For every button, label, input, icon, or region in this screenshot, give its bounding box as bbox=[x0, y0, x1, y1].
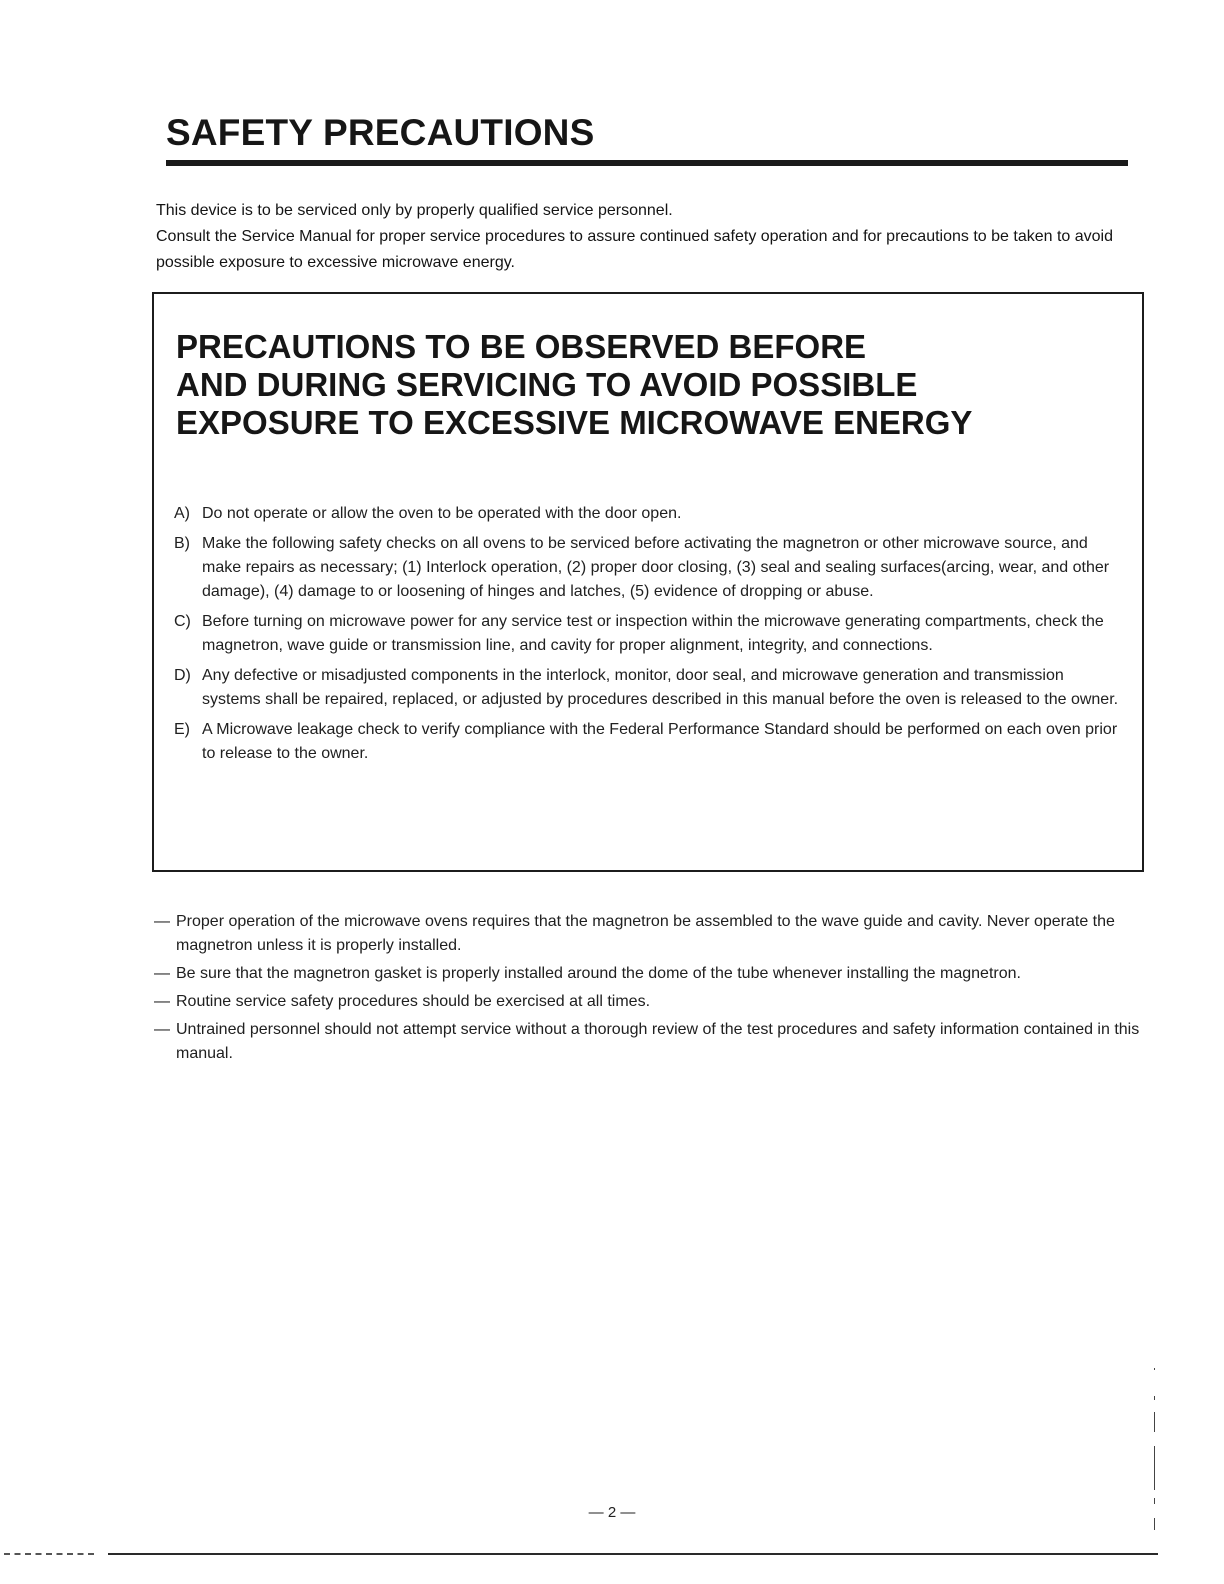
page-number: — 2 — bbox=[588, 1504, 636, 1521]
footer-divider-left bbox=[4, 1553, 94, 1555]
precaution-marker: A) bbox=[174, 505, 190, 522]
safety-notes-list bbox=[154, 910, 1144, 1070]
page-title: SAFETY PRECAUTIONS bbox=[166, 112, 595, 153]
note-text: Untrained personnel should not attempt service without a thorough review of the test procedures and safety information contained in this manual. bbox=[176, 1021, 1140, 1062]
safety-note bbox=[154, 1018, 1144, 1066]
note-dash: — bbox=[154, 1021, 170, 1038]
precaution-item-b bbox=[174, 532, 1124, 604]
footer-divider bbox=[108, 1553, 1158, 1555]
scan-mark bbox=[1154, 1518, 1155, 1530]
precaution-text: Make the following safety checks on all ovens to be serviced before activating the magnetron or other microwave source, and make repairs as necessary; (1) Interlock operation, (2) proper door closing, (3) seal and sealing surfaces(arcing, wear, and other damage), (4) damage to or loosening of hinges and latches, (5) evidence of dropping or abuse. bbox=[202, 535, 1110, 600]
precautions-list bbox=[174, 502, 1124, 772]
safety-note bbox=[154, 962, 1144, 986]
precaution-marker: B) bbox=[174, 535, 190, 552]
intro-line-2: Consult the Service Manual for proper service procedures to assure continued safety operation and for precautions to be taken to avoid possible exposure to excessive microwave energy. bbox=[156, 228, 1113, 271]
intro-paragraph bbox=[156, 198, 1156, 276]
precaution-item-e bbox=[174, 718, 1124, 766]
precautions-heading-line: EXPOSURE TO EXCESSIVE MICROWAVE ENERGY bbox=[176, 404, 973, 441]
scan-mark bbox=[1154, 1396, 1155, 1400]
title-underline bbox=[166, 160, 1128, 166]
scan-mark bbox=[1154, 1446, 1155, 1490]
note-text: Proper operation of the microwave ovens requires that the magnetron be assembled to the wave guide and cavity. Never operate the magnetron unless it is properly installed. bbox=[176, 913, 1115, 954]
precaution-text: Before turning on microwave power for any service test or inspection within the microwave generating compartments, check the magnetron, wave guide or transmission line, and cavity for proper alignment, integrity, and connections. bbox=[202, 613, 1104, 654]
precaution-item-c bbox=[174, 610, 1124, 658]
scan-mark bbox=[1154, 1498, 1155, 1504]
scan-mark bbox=[1154, 1412, 1155, 1432]
safety-note bbox=[154, 910, 1144, 958]
precaution-item-d bbox=[174, 664, 1124, 712]
scan-artifact-marks bbox=[1154, 1368, 1158, 1538]
precaution-text: Any defective or misadjusted components in the interlock, monitor, door seal, and microwave generation and transmission systems shall be repaired, replaced, or adjusted by procedures described in this manual before the oven is released to the owner. bbox=[202, 667, 1119, 708]
scan-mark bbox=[1154, 1368, 1155, 1370]
precaution-text: A Microwave leakage check to verify compliance with the Federal Performance Standard should be performed on each oven prior to release to the owner. bbox=[202, 721, 1118, 762]
note-dash: — bbox=[154, 913, 170, 930]
precaution-marker: E) bbox=[174, 721, 190, 738]
precaution-item-a bbox=[174, 502, 1124, 526]
precaution-marker: D) bbox=[174, 667, 191, 684]
safety-note bbox=[154, 990, 1144, 1014]
intro-line-1: This device is to be serviced only by properly qualified service personnel. bbox=[156, 202, 673, 219]
precaution-marker: C) bbox=[174, 613, 191, 630]
precautions-heading-line: PRECAUTIONS TO BE OBSERVED BEFORE bbox=[176, 328, 867, 365]
note-text: Be sure that the magnetron gasket is properly installed around the dome of the tube whenever installing the magnetron. bbox=[176, 965, 1021, 982]
precautions-heading-line: AND DURING SERVICING TO AVOID POSSIBLE bbox=[176, 366, 918, 403]
precaution-text: Do not operate or allow the oven to be operated with the door open. bbox=[202, 505, 682, 522]
precautions-box bbox=[152, 292, 1144, 872]
precautions-heading bbox=[176, 328, 1116, 442]
note-text: Routine service safety procedures should be exercised at all times. bbox=[176, 993, 651, 1010]
note-dash: — bbox=[154, 965, 170, 982]
note-dash: — bbox=[154, 993, 170, 1010]
